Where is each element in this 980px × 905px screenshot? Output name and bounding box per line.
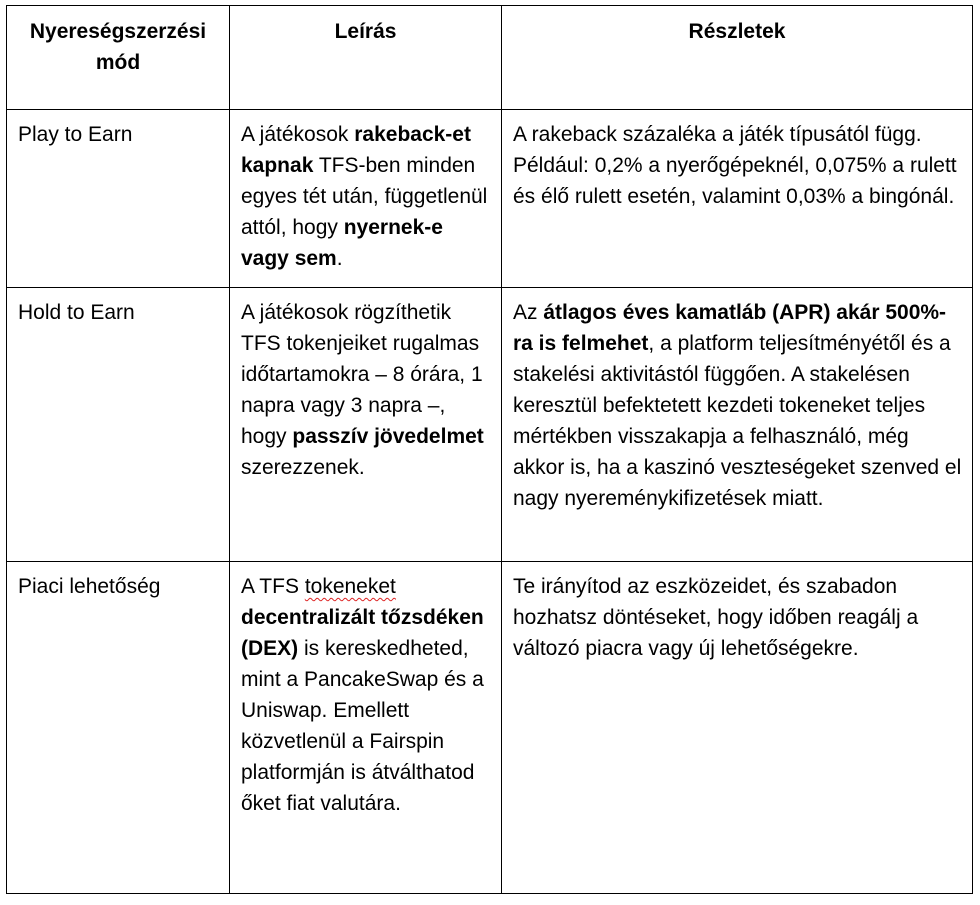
table-row bbox=[7, 110, 973, 288]
header-description: Leírás bbox=[230, 6, 502, 110]
bold-text: rakeback-et kapnak bbox=[241, 123, 471, 177]
cell-description bbox=[230, 288, 502, 562]
table-row bbox=[7, 562, 973, 894]
spellcheck-underlined-text: tokeneket bbox=[304, 575, 396, 598]
bold-text: decentralizált tőzsdéken (DEX) bbox=[241, 606, 484, 660]
cell-mode: Piaci lehetőség bbox=[7, 562, 230, 894]
table-header-row bbox=[7, 6, 973, 110]
cell-description bbox=[230, 562, 502, 894]
earning-methods-table bbox=[6, 5, 973, 894]
cell-mode: Hold to Earn bbox=[7, 288, 230, 562]
cell-mode: Play to Earn bbox=[7, 110, 230, 288]
cell-details bbox=[502, 562, 973, 894]
cell-details bbox=[502, 110, 973, 288]
text: A rakeback százaléka a játék típusától függ. Például: 0,2% a nyerőgépeknél, 0,075% a rulett és élő rulett esetén, valamint 0,03% a bingónál. bbox=[513, 123, 957, 208]
text: . bbox=[336, 247, 343, 270]
text: A játékosok bbox=[241, 123, 355, 146]
text: A játékosok rögzíthetik TFS tokenjeiket rugalmas időtartamokra – 8 órára, 1 napra vagy 3 napra –, hogy bbox=[241, 301, 483, 448]
text: TFS-ben minden egyes tét után, függetlenül attól, hogy bbox=[241, 154, 488, 239]
table-row bbox=[7, 288, 973, 562]
cell-details bbox=[502, 288, 973, 562]
text: Az bbox=[513, 301, 544, 324]
header-mode: Nyereségszerzési mód bbox=[7, 6, 230, 110]
text: A TFS bbox=[241, 575, 305, 598]
text: Te irányítod az eszközeidet, és szabadon hozhatsz döntéseket, hogy időben reagálj a változó piacra vagy új lehetőségekre. bbox=[513, 575, 919, 660]
cell-description bbox=[230, 110, 502, 288]
text: is kereskedheted, mint a PancakeSwap és a Uniswap. Emellett közvetlenül a Fairspin platformján is átválthatod őket fiat valutára. bbox=[241, 637, 484, 815]
bold-text: nyernek-e vagy sem bbox=[241, 216, 443, 270]
bold-text: passzív jövedelmet bbox=[292, 425, 484, 448]
text: szerezzenek. bbox=[241, 456, 365, 479]
text: , a platform teljesítményétől és a stakelési aktivitástól függően. A stakelésen keresztül befektetett kezdeti tokeneket teljes mértékben visszakapja a felhasználó, még akkor is, ha a kaszinó veszteségeket szenved el nagy nyereménykifizetések miatt. bbox=[513, 332, 962, 510]
bold-text: átlagos éves kamatláb (APR) akár 500%-ra is felmehet bbox=[513, 301, 947, 355]
header-details: Részletek bbox=[502, 6, 973, 110]
